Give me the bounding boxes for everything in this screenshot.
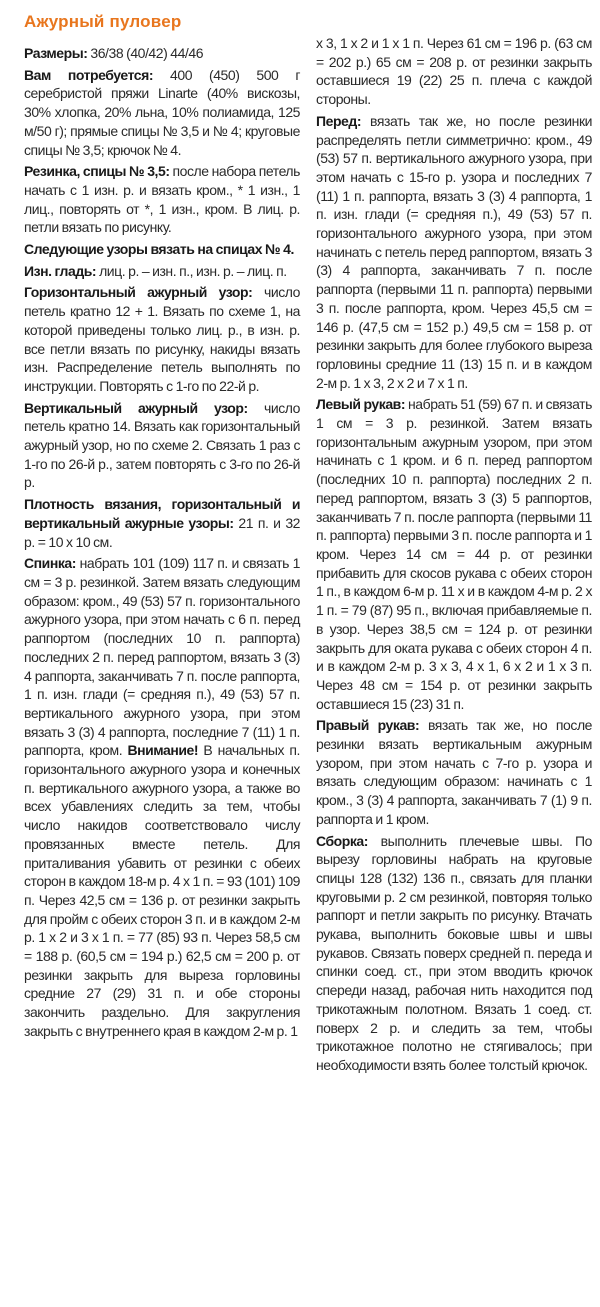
paragraph — [316, 395, 592, 713]
section-heading: Левый рукав: — [316, 396, 406, 413]
paragraph-text: 36/38 (40/42) 44/46 — [87, 45, 204, 61]
paragraph — [24, 44, 300, 63]
paragraph-text: В начальных п. горизонтального ажурного узора и конечных п. вертикального ажурного узора, а также во всех убавлениях следить за тем, чтобы число накидов соответствовало числу провязанных вместе петель. Для приталивания убавить от резинки с обеих сторон в каждом 18-м р. 4 х 1 п. = 93 (101) 109 п. Через 42,5 см = 136 р. от резинки закрыть для пройм с обеих сторон 3 п. и в каждом 2-м р. 1 х 2 и 3 х 1 п. = 77 (85) 93 п. Через 58,5 см = 188 р. (60,5 см = 194 р.) 62,5 см = 200 р. от резинки закрыть для выреза горловины средние 27 (29) 31 п. и обе стороны закончить раздельно. Для закругления закрыть с внутреннего края в каждом 2-м р. 1 — [24, 742, 300, 1039]
section-heading: Вертикальный ажурный узор: — [24, 399, 248, 416]
section-heading: Резинка, спицы № 3,5: — [24, 163, 170, 180]
paragraph — [24, 66, 300, 160]
paragraph-text: вязать так же, но после резинки вязать вертикальным ажурным узором, при этом начать с 7-го р. узора и вязать следующим образом: начинать с 1 кром., 3 (3) 4 раппорта, заканчивать 7 (1) 9 п. раппорта и 1 кром. — [316, 717, 592, 827]
section-heading: Перед: — [316, 112, 362, 129]
section-heading: Плотность вязания, горизонтальный и вертикальный ажурные узоры: — [24, 496, 300, 531]
paragraph-text: 21 п. и 32 р. = 10 х 10 см. — [24, 514, 300, 550]
text-columns — [24, 35, 592, 1073]
paragraph-text: 400 (450) 500 г серебристой пряжи Linarte (40% вискозы, 30% хлопка, 20% льна, 10% полиамида, 125 м/50 г); прямые спицы № 3,5 и № 4; круговые спицы № 3,5; крючок № 4. — [24, 66, 300, 158]
paragraph — [316, 716, 592, 828]
paragraph-text: число петель кратно 12 + 1. Вязать по схеме 1, на которой приведены только лиц. р., в изн. р. все петли вязать по рисунку, накиды вязать изн. Распределение петель выполнять по инструкции. Повторять с 1-го по 22-й р. — [24, 284, 300, 394]
section-heading: Горизонтальный ажурный узор: — [24, 284, 253, 301]
paragraph-text: лиц. р. – изн. п., изн. р. – лиц. п. — [96, 262, 287, 279]
section-heading: Вам потребуется: — [24, 66, 154, 83]
paragraph-text: набрать 51 (59) 67 п. и связать 1 см = 3 р. резинкой. Затем вязать горизонтальным ажурным узором, при этом начинать с 1 кром. и 6 п. перед раппортом (последних 10 п. раппорта) последних 2 п. перед раппортом, вязать 3 (3) 5 раппортов, заканчивать 7 п. после раппорта (первыми 11 п. раппорта) первыми 3 п. после раппорта и 1 кром. Через 14 см = 44 р. от резинки прибавить для скосов рукава с обеих сторон 1 п., в каждом 6-м р. 11 х и в каждом 4-м р. 2 х 1 п. = 79 (87) 95 п., включая прибавляемые п. в узор. Через 38,5 см = 124 р. от резинки закрыть для оката рукава с обеих сторон 4 п. и в каждом 2-м р. 3 х 3, 4 х 1, 6 х 2 и 1 х 3 п. Через 48 см = 154 р. от резинки закрыть оставшиеся 15 (23) 31 п. — [316, 396, 592, 712]
paragraph — [316, 832, 592, 1075]
paragraph-text: число петель кратно 14. Вязать как горизонтальный ажурный узор, но по схеме 2. Связать 1 раз с 1-го по 26-й р., затем повторять с 3-го по 26-й р. — [24, 399, 300, 491]
paragraph — [24, 162, 300, 237]
paragraph — [24, 262, 300, 281]
article-title: Ажурный пуловер — [24, 12, 182, 31]
paragraph-text: вязать так же, но после резинки распределять петли симметрично: кром., 49 (53) 57 п. вертикального ажурного узора, при этом начать с 15-го р. узора и последних 7 (11) 1 п. раппорта, вязать 3 (3) 4 раппорта, 1 п. изн. глади (= средняя п.), 49 (53) 57 п. горизонтального ажурного узора, при этом начинать с петель перед раппортом, вязать 3 (3) 4 раппорта, заканчивать 7 п. после раппорта (первыми 11 п. раппорта) первыми 3 п. после раппорта, кром. Через 45,5 см = 146 р. (47,5 см = 152 р.) 49,5 см = 158 р. от резинки закрыть для более глубокого выреза горловины средние 11 (13) 15 п. и в каждом 2-м р. 1 х 3, 2 х 2 и 7 х 1 п. — [316, 112, 592, 391]
right-column — [316, 34, 592, 1078]
paragraph — [24, 240, 300, 259]
section-heading: Изн. гладь: — [24, 262, 97, 279]
section-heading: Спинка: — [24, 555, 76, 572]
section-heading: Сборка: — [316, 832, 368, 849]
section-heading: Правый рукав: — [316, 717, 420, 734]
paragraph — [24, 495, 300, 551]
section-heading: Следующие узоры вязать на спицах № 4. — [24, 241, 294, 258]
paragraph-text: выполнить плечевые швы. По вырезу горловины набрать на круговые спицы 128 (132) 136 п., связать для планки круговыми р. 2 см резинкой, повторяя только раппорт и петли закрыть по рисунку. Втачать рукава, выполнить боковые швы и швы рукавов. Связать поверх средней п. переда и спинки соед. ст., при этом вводить крючок спереди назад, рабочая нить находится под трикотажным полотном. Вязать 1 соед. ст. поверх 2 р. и следить за тем, чтобы трикотажное полотно не стягивалось; при необходимости взять более толстый крючок. — [316, 832, 592, 1073]
paragraph — [316, 112, 592, 393]
paragraph — [316, 34, 592, 109]
paragraph-text: набрать 101 (109) 117 п. и связать 1 см = 3 р. резинкой. Затем вязать следующим образом: кром., 49 (53) 57 п. горизонтального ажурного узора, при этом начать с 6 п. перед раппортом (последних 10 п. раппорта) последних 2 п. перед раппортом, вязать 3 (3) 4 раппорта, заканчивать 7 п. после раппорта, 1 п. изн. глади (= средняя п.), 49 (53) 57 п. вертикального ажурного узора, при этом вязать 3 (3) 4 раппорта, последние 7 (11) 1 п. раппорта, кром. — [24, 555, 300, 759]
left-column — [24, 44, 300, 1044]
paragraph — [24, 554, 300, 1040]
paragraph-text: х 3, 1 х 2 и 1 х 1 п. Через 61 см = 196 р. (63 см = 202 р.) 65 см = 208 р. от резинки закрыть оставшиеся 19 (22) 25 п. плеча с каждой стороны. — [316, 35, 592, 108]
paragraph — [24, 283, 300, 395]
attention-heading: Внимание! — [127, 742, 199, 759]
paragraph-text: после набора петель начать с 1 изн. р. и вязать кром., * 1 изн., 1 лиц., повторять от *, 1 изн., кром. В лиц. р. петли вязать по рисунку. — [24, 163, 300, 236]
paragraph — [24, 399, 300, 493]
section-heading: Размеры: — [24, 45, 88, 61]
